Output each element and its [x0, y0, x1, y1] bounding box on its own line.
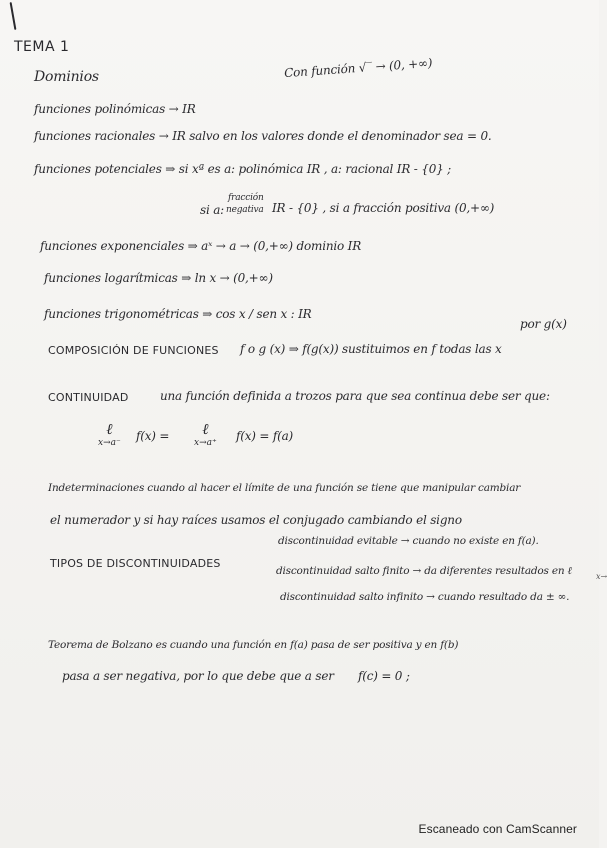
line-potenciales: funciones potenciales ⇒ si xª es a: polinómica IR , a: racional IR - {0} ; — [34, 162, 452, 176]
tipo-salto-finito-sub: x→ — [596, 572, 607, 581]
limit-left-symbol: ℓ — [106, 420, 113, 438]
por-g-note: por g(x) — [520, 317, 567, 331]
limit-right — [194, 420, 217, 448]
continuidad-label: CONTINUIDAD — [48, 391, 129, 404]
limit-left-sub: x→a⁻ — [98, 438, 121, 448]
limit-right-symbol: ℓ — [202, 420, 209, 438]
line-exponenciales: funciones exponenciales ⇒ aˣ → a → (0,+∞) dominio IR — [40, 239, 362, 253]
limit-right-sub: x→a⁺ — [194, 438, 217, 448]
camscanner-watermark: Escaneado con CamScanner — [418, 822, 577, 836]
potenciales-si-a: si a: — [200, 203, 225, 217]
composicion-text: f o g (x) ⇒ f(g(x)) sustituimos en f todas las x — [240, 342, 502, 356]
bolzano-line-1: Teorema de Bolzano es cuando una función en f(a) pasa de ser positiva y en f(b) — [48, 639, 459, 651]
bolzano-line-2: pasa a ser negativa, por lo que debe que a ser — [62, 669, 334, 683]
potenciales-fraccion: fracción — [228, 193, 264, 203]
page-title: TEMA 1 — [14, 39, 70, 55]
limit-left-expr: f(x) = — [136, 429, 170, 443]
indeterminaciones-line-2: el numerador y si hay raíces usamos el conjugado cambiando el signo — [50, 513, 462, 527]
bolzano-result: f(c) = 0 ; — [358, 669, 410, 683]
heading-dominios: Dominios — [34, 69, 99, 85]
potenciales-positiva: IR - {0} , si a fracción positiva (0,+∞) — [272, 201, 495, 215]
tipo-salto-infinito: discontinuidad salto infinito → cuando resultado da ± ∞. — [280, 591, 570, 603]
limit-left — [98, 420, 121, 448]
line-trigonometricas: funciones trigonométricas ⇒ cos x / sen x : IR — [44, 307, 312, 321]
line-racionales: funciones racionales → IR salvo en los valores donde el denominador sea = 0. — [34, 129, 492, 143]
pen-stroke-mark — [10, 2, 17, 30]
tipos-label: TIPOS DE DISCONTINUIDADES — [50, 557, 221, 570]
indeterminaciones-line-1: Indeterminaciones cuando al hacer el límite de una función se tiene que manipular cambiar — [48, 482, 521, 494]
line-polinomicas: funciones polinómicas → IR — [34, 102, 196, 116]
line-logaritmicas: funciones logarítmicas ⇒ ln x → (0,+∞) — [44, 271, 273, 285]
tipo-salto-finito: discontinuidad salto finito → da diferentes resultados en ℓ — [276, 565, 572, 577]
continuidad-text: una función definida a trozos para que sea continua debe ser que: — [160, 389, 550, 403]
root-function-note: Con función √‾ → (0, +∞) — [283, 55, 433, 81]
limit-right-expr: f(x) = f(a) — [236, 429, 294, 443]
composicion-label: COMPOSICIÓN DE FUNCIONES — [48, 344, 219, 357]
tipo-evitable: discontinuidad evitable → cuando no existe en f(a). — [278, 535, 539, 547]
potenciales-negativa: negativa — [226, 205, 264, 215]
